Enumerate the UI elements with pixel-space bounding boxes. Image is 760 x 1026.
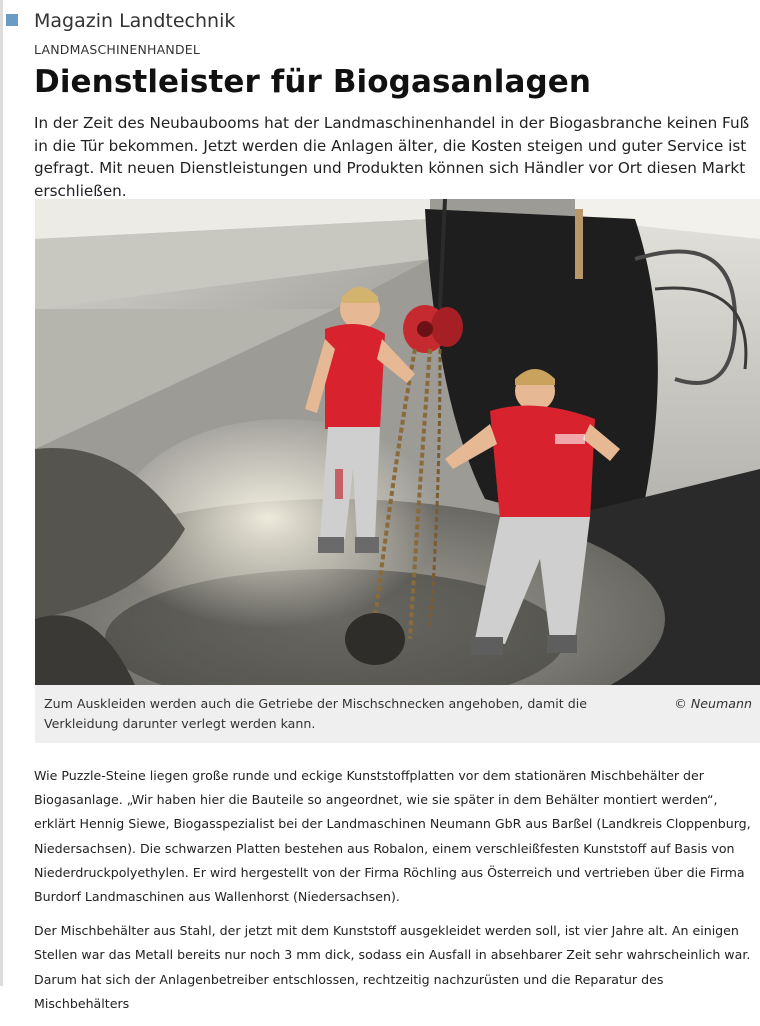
body-paragraph: Wie Puzzle-Steine liegen große runde und eckige Kunststoffplatten vor dem stationären Mischbehälter der Biogasanlage. „Wir haben hier die Bauteile so angeordnet, wie sie später in dem Behälter montiert werden“, erklärt Hennig Siewe, Biogasspezialist bei der Landmaschinen Neumann GbR aus Barßel (Landkreis Cloppenburg, Niedersachsen). Die schwarzen Platten bestehen aus Robalon, einem verschleißfesten Kunststoff auf Basis von Niederdruckpolyethylen. Er wird hergestellt von der Firma Röchling aus Österreich und vertrieben über die Firma Burdorf Landmaschinen aus Wallenhorst (Niedersachsen). — [34, 768, 751, 905]
article-headline: Dienstleister für Biogasanlagen — [34, 64, 592, 100]
article-body — [34, 764, 760, 1026]
photo-caption: Zum Auskleiden werden auch die Getriebe der Mischschnecken angehoben, damit die Verkleidung darunter verlegt werden kann. — [44, 696, 587, 731]
photo-credit — [674, 694, 752, 714]
article-kicker: LANDMASCHINENHANDEL — [34, 42, 201, 57]
section-marker-icon — [6, 14, 18, 26]
photo-caption-box — [35, 685, 760, 743]
body-paragraph: Der Mischbehälter aus Stahl, der jetzt mit dem Kunststoff ausgekleidet werden soll, ist vier Jahre alt. An einigen Stellen war das Metall bereits nur noch 3 mm dick, sodass ein Ausfall in absehbarer Zeit sehr wahrscheinlich war. Darum hat sich der Anlagenbetreiber entschlossen, rechtzeitig nachzurüsten und die Reparatur des Mischbehälters — [34, 923, 751, 1011]
photo-illustration — [35, 199, 760, 685]
left-border-rule — [0, 0, 3, 986]
section-title[interactable]: Magazin Landtechnik — [34, 10, 236, 32]
copyright-symbol: © — [674, 696, 687, 711]
photo-credit-name: Neumann — [690, 696, 752, 711]
article-lead: In der Zeit des Neubaubooms hat der Landmaschinenhandel in der Biogasbranche keinen Fuß in die Tür bekommen. Jetzt werden die Anlagen älter, die Kosten steigen und guter Service ist gefragt. Mit neuen Dienstleistungen und Produkten können sich Händler vor Ort diesen Markt erschließen. — [34, 114, 750, 200]
article-photo[interactable] — [35, 199, 760, 685]
